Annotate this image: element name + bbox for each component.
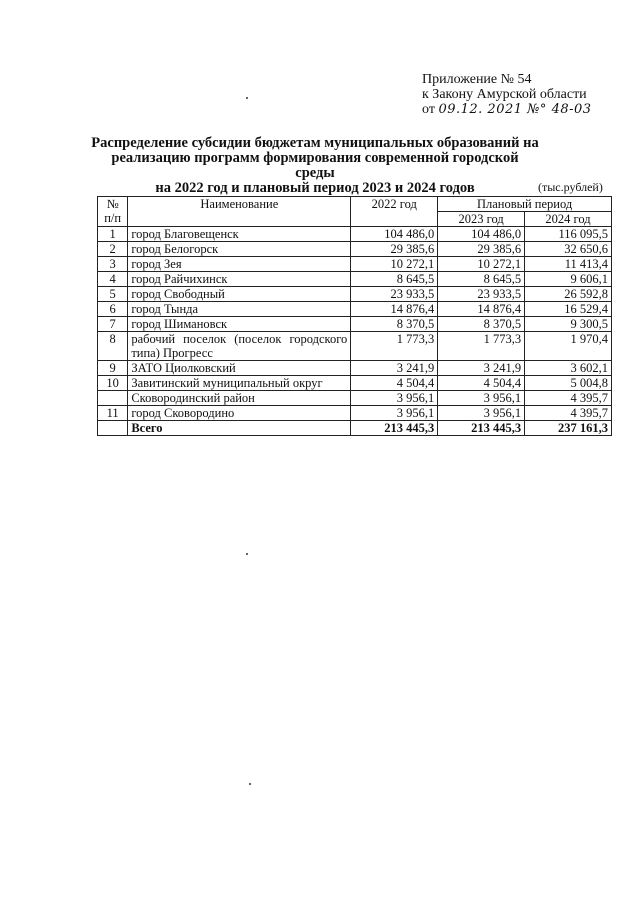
row-2024: 26 592,8 bbox=[525, 287, 612, 302]
row-num: 2 bbox=[98, 242, 128, 257]
row-num: 10 bbox=[98, 376, 128, 391]
row-2022: 29 385,6 bbox=[351, 242, 438, 257]
row-2022: 8 370,5 bbox=[351, 317, 438, 332]
row-2022: 3 956,1 bbox=[351, 406, 438, 421]
row-2022: 3 241,9 bbox=[351, 361, 438, 376]
row-2024: 9 300,5 bbox=[525, 317, 612, 332]
appendix-block bbox=[422, 72, 592, 117]
row-name: Завитинский муниципальный округ bbox=[128, 376, 351, 391]
row-name: город Тында bbox=[128, 302, 351, 317]
row-2023: 4 504,4 bbox=[438, 376, 525, 391]
row-2024: 16 529,4 bbox=[525, 302, 612, 317]
row-2023: 23 933,5 bbox=[438, 287, 525, 302]
appendix-line-3 bbox=[422, 102, 592, 117]
row-2023: 8 370,5 bbox=[438, 317, 525, 332]
row-num: 6 bbox=[98, 302, 128, 317]
row-2023: 3 956,1 bbox=[438, 406, 525, 421]
header-planned-period: Плановый период bbox=[438, 197, 612, 212]
handwritten-reference: 09.12. 2021 №° 48-03 bbox=[438, 102, 592, 117]
row-num: 1 bbox=[98, 227, 128, 242]
table-row bbox=[98, 332, 612, 361]
row-num: 7 bbox=[98, 317, 128, 332]
table-row bbox=[98, 391, 612, 406]
row-2022: 8 645,5 bbox=[351, 272, 438, 287]
table-row bbox=[98, 287, 612, 302]
header-num: № п/п bbox=[98, 197, 128, 227]
row-2023: 8 645,5 bbox=[438, 272, 525, 287]
scan-speck bbox=[246, 553, 248, 555]
row-2024: 4 395,7 bbox=[525, 406, 612, 421]
row-2023: 3 956,1 bbox=[438, 391, 525, 406]
row-2024: 9 606,1 bbox=[525, 272, 612, 287]
row-2023: 14 876,4 bbox=[438, 302, 525, 317]
header-name: Наименование bbox=[128, 197, 351, 227]
table-body bbox=[98, 227, 612, 436]
row-2022: 104 486,0 bbox=[351, 227, 438, 242]
header-2022: 2022 год bbox=[351, 197, 438, 227]
table-row bbox=[98, 317, 612, 332]
row-2022: 1 773,3 bbox=[351, 332, 438, 361]
row-2023: 3 241,9 bbox=[438, 361, 525, 376]
subsidy-table bbox=[97, 196, 612, 436]
total-label: Всего bbox=[128, 421, 351, 436]
header-2023: 2023 год bbox=[438, 212, 525, 227]
row-num bbox=[98, 391, 128, 406]
scan-speck bbox=[249, 783, 251, 785]
row-2023: 10 272,1 bbox=[438, 257, 525, 272]
table-row bbox=[98, 257, 612, 272]
table-row bbox=[98, 376, 612, 391]
header-2024: 2024 год bbox=[525, 212, 612, 227]
row-2024: 32 650,6 bbox=[525, 242, 612, 257]
row-2022: 3 956,1 bbox=[351, 391, 438, 406]
total-row bbox=[98, 421, 612, 436]
row-num: 11 bbox=[98, 406, 128, 421]
row-2024: 116 095,5 bbox=[525, 227, 612, 242]
appendix-prefix: от bbox=[422, 102, 435, 117]
row-name: Сковородинский район bbox=[128, 391, 351, 406]
document-title bbox=[90, 136, 540, 196]
total-num bbox=[98, 421, 128, 436]
row-2024: 5 004,8 bbox=[525, 376, 612, 391]
row-name: рабочий поселок (поселок городского типа) Прогресс bbox=[128, 332, 351, 361]
row-num: 3 bbox=[98, 257, 128, 272]
table-row bbox=[98, 302, 612, 317]
title-line-2: реализацию программ формирования современной городской среды bbox=[111, 150, 519, 181]
row-name: город Зея bbox=[128, 257, 351, 272]
row-num: 9 bbox=[98, 361, 128, 376]
table-row bbox=[98, 406, 612, 421]
table-row bbox=[98, 272, 612, 287]
row-2024: 11 413,4 bbox=[525, 257, 612, 272]
row-2022: 4 504,4 bbox=[351, 376, 438, 391]
row-name: ЗАТО Циолковский bbox=[128, 361, 351, 376]
row-num: 5 bbox=[98, 287, 128, 302]
header-row bbox=[98, 197, 612, 212]
row-name: город Шимановск bbox=[128, 317, 351, 332]
total-2022: 213 445,3 bbox=[351, 421, 438, 436]
row-2024: 3 602,1 bbox=[525, 361, 612, 376]
scan-speck bbox=[246, 97, 248, 99]
row-name: город Белогорск bbox=[128, 242, 351, 257]
row-2022: 23 933,5 bbox=[351, 287, 438, 302]
row-2022: 10 272,1 bbox=[351, 257, 438, 272]
title-line-1: Распределение субсидии бюджетам муниципальных образований на bbox=[91, 135, 539, 151]
row-2023: 104 486,0 bbox=[438, 227, 525, 242]
total-2024: 237 161,3 bbox=[525, 421, 612, 436]
table-row bbox=[98, 361, 612, 376]
table-row bbox=[98, 227, 612, 242]
row-2024: 1 970,4 bbox=[525, 332, 612, 361]
row-2022: 14 876,4 bbox=[351, 302, 438, 317]
total-2023: 213 445,3 bbox=[438, 421, 525, 436]
row-2023: 1 773,3 bbox=[438, 332, 525, 361]
appendix-line-1: Приложение № 54 bbox=[422, 72, 532, 87]
row-name: город Сковородино bbox=[128, 406, 351, 421]
title-line-3: на 2022 год и плановый период 2023 и 2024 годов bbox=[155, 180, 475, 196]
appendix-line-2: к Закону Амурской области bbox=[422, 87, 587, 102]
row-num: 8 bbox=[98, 332, 128, 361]
row-name: город Райчихинск bbox=[128, 272, 351, 287]
row-2024: 4 395,7 bbox=[525, 391, 612, 406]
row-name: город Свободный bbox=[128, 287, 351, 302]
row-num: 4 bbox=[98, 272, 128, 287]
row-2023: 29 385,6 bbox=[438, 242, 525, 257]
row-name: город Благовещенск bbox=[128, 227, 351, 242]
units-label: (тыс.рублей) bbox=[538, 180, 603, 194]
table-row bbox=[98, 242, 612, 257]
